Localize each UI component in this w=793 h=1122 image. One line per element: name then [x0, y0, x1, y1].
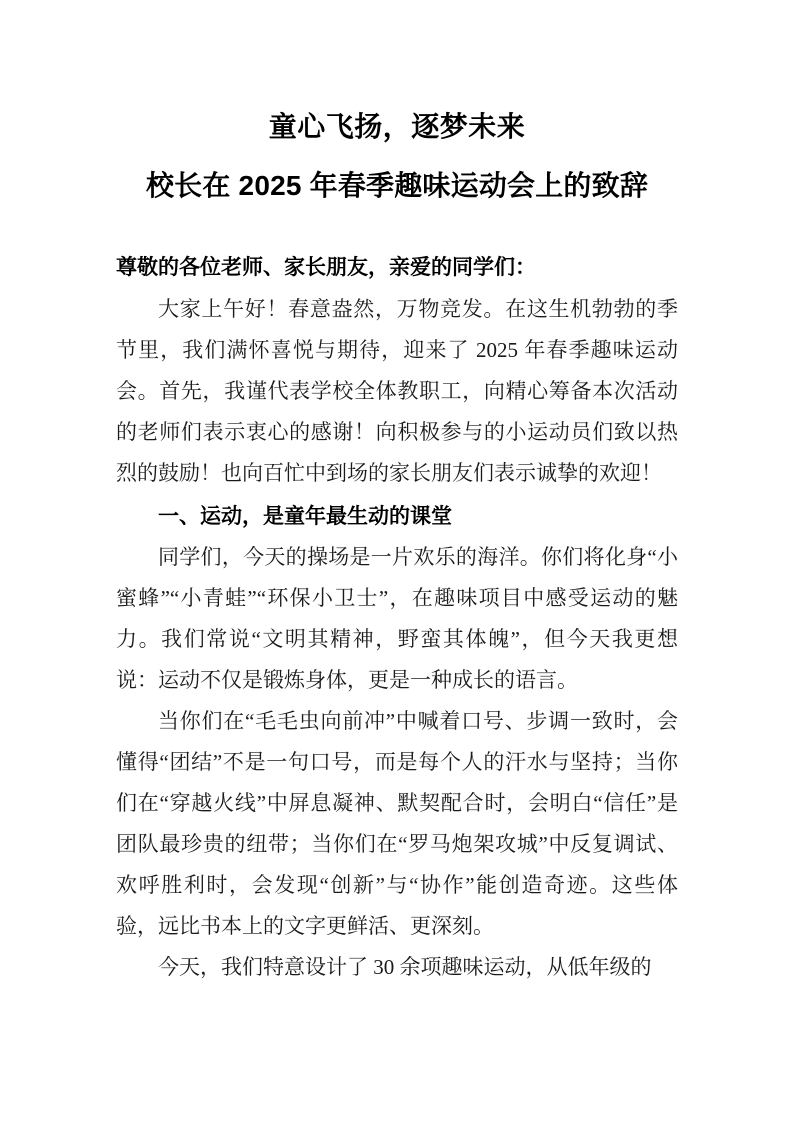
paragraph-teamwork-lessons: 当你们在“毛毛虫向前冲”中喊着口号、步调一致时，会懂得“团结”不是一句口号，而是每个人的汗水与坚持；当你们在“穿越火线”中屏息凝神、默契配合时，会明白“信任”是团队最珍贵的纽带；当你们在“罗马炮架攻城”中反复调试、欢呼胜利时，会发现“创新”与“协作”能创造奇迹。这些体验，远比书本上的文字更鲜活、更深刻。: [116, 709, 678, 938]
paragraph-playground-joy: 同学们，今天的操场是一片欢乐的海洋。你们将化身“小蜜蜂”“小青蛙”“环保小卫士”，在趣味项目中感受运动的魅力。我们常说“文明其精神，野蛮其体魄”，但今天我更想说：运动不仅是锻炼身体，更是一种成长的语言。: [116, 545, 678, 692]
section-heading-1: 一、运动，是童年最生动的课堂: [158, 504, 452, 528]
document-content: [116, 0, 678, 988]
document-title-line-1: 童心飞扬，逐梦未来: [268, 111, 526, 142]
paragraph-thirty-events: 今天，我们特意设计了 30 余项趣味运动，从低年级的: [158, 955, 652, 979]
salutation: 尊敬的各位老师、家长朋友，亲爱的同学们：: [116, 255, 536, 279]
document-title-line-2: 校长在 2025 年春季趣味运动会上的致辞: [145, 170, 649, 201]
paragraph-opening-greeting: 大家上午好！春意盎然，万物竞发。在这生机勃勃的季节里，我们满怀喜悦与期待，迎来了 2025 年春季趣味运动会。首先，我谨代表学校全体教职工，向精心筹备本次活动的老师们表示衷心的感谢！向积极参与的小运动员们致以热烈的鼓励！也向百忙中到场的家长朋友们表示诚挚的欢迎！: [116, 297, 678, 485]
